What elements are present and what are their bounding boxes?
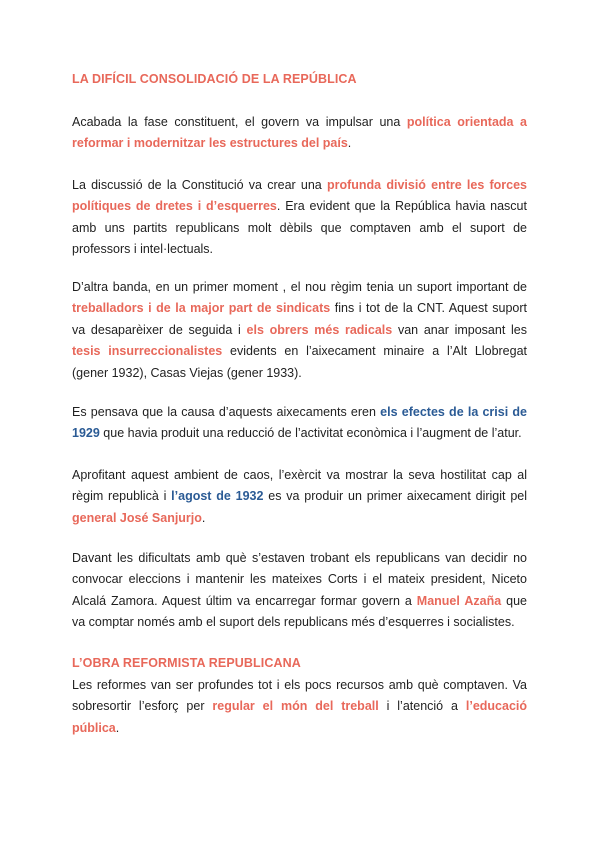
text: Les reformes van ser profundes tot i els pocs recursos amb què comptaven. Va sobresortir l’esforç per (72, 678, 527, 714)
paragraph-constitucio (72, 175, 527, 261)
highlight: Manuel Azaña (416, 593, 502, 608)
text: . Era evident que la República havia nascut amb uns partits republicans molt dèbils que comptaven amb el suport de professors i intel·lectuals. (72, 199, 527, 257)
paragraph-crisi-1929 (72, 402, 527, 445)
highlight: profunda divisió entre les forces polítiques de dretes i d’esquerres (72, 178, 527, 214)
text: D’altra banda, en un primer moment , el nou règim tenia un suport important de (72, 280, 527, 294)
section-title-obra-reformista: L’OBRA REFORMISTA REPUBLICANA (72, 656, 301, 670)
highlight: l’agost de 1932 (171, 489, 264, 504)
text: Aprofitant aquest ambient de caos, l’exèrcit va mostrar la seva hostilitat cap al règim republicà i (72, 468, 527, 504)
text: i l’atenció a (378, 699, 466, 714)
highlight: els efectes de la crisi de 1929 (72, 405, 527, 441)
highlight: política orientada a reformar i modernitzar les estructures del país (72, 115, 527, 151)
paragraph-govern-azana (72, 548, 527, 634)
text: . (201, 510, 206, 525)
highlight: treballadors i de la major part de sindicats (72, 301, 331, 316)
text: . (115, 720, 120, 735)
text: van anar imposant les (392, 322, 527, 337)
text: es va produir un primer aixecament dirigit pel (263, 489, 527, 504)
text: Es pensava que la causa d’aquests aixecaments eren (72, 405, 381, 419)
section-title-consolidacio: LA DIFÍCIL CONSOLIDACIÓ DE LA REPÚBLICA (72, 72, 357, 86)
highlight: els obrers més radicals (246, 322, 393, 337)
highlight: tesis insurreccionalistes (72, 344, 223, 359)
paragraph-sanjurjada (72, 465, 527, 529)
highlight: regular el món del treball (212, 699, 379, 714)
text: Davant les dificultats amb què s’estaven trobant els republicans van decidir no convocar eleccions i mantenir les mateixes Corts i el mateix president, Niceto Alcalá Zamora. Aquest últim va encarregar formar govern a (72, 551, 527, 608)
text: que havia produit una reducció de l’activitat econòmica i l’augment de l’atur. (99, 426, 522, 441)
text: La discussió de la Constitució va crear una (72, 178, 327, 192)
text: . (347, 136, 352, 151)
text: que va comptar només amb el suport dels republicans més d’esquerres i socialistes. (72, 593, 527, 630)
paragraph-reformes (72, 675, 527, 739)
paragraph-suport-obrer (72, 277, 527, 384)
highlight: general José Sanjurjo (72, 510, 202, 525)
text: evidents en l’aixecament minaire a l’Alt Llobregat (gener 1932), Casas Viejas (gener 1933). (72, 344, 528, 380)
text: fins i tot de la CNT. Aquest suport va desaparèixer de seguida i (72, 301, 527, 337)
text: Acabada la fase constituent, el govern va impulsar una (72, 115, 407, 129)
highlight: l’educació pública (72, 699, 528, 735)
paragraph-govern-reformes (72, 112, 527, 155)
